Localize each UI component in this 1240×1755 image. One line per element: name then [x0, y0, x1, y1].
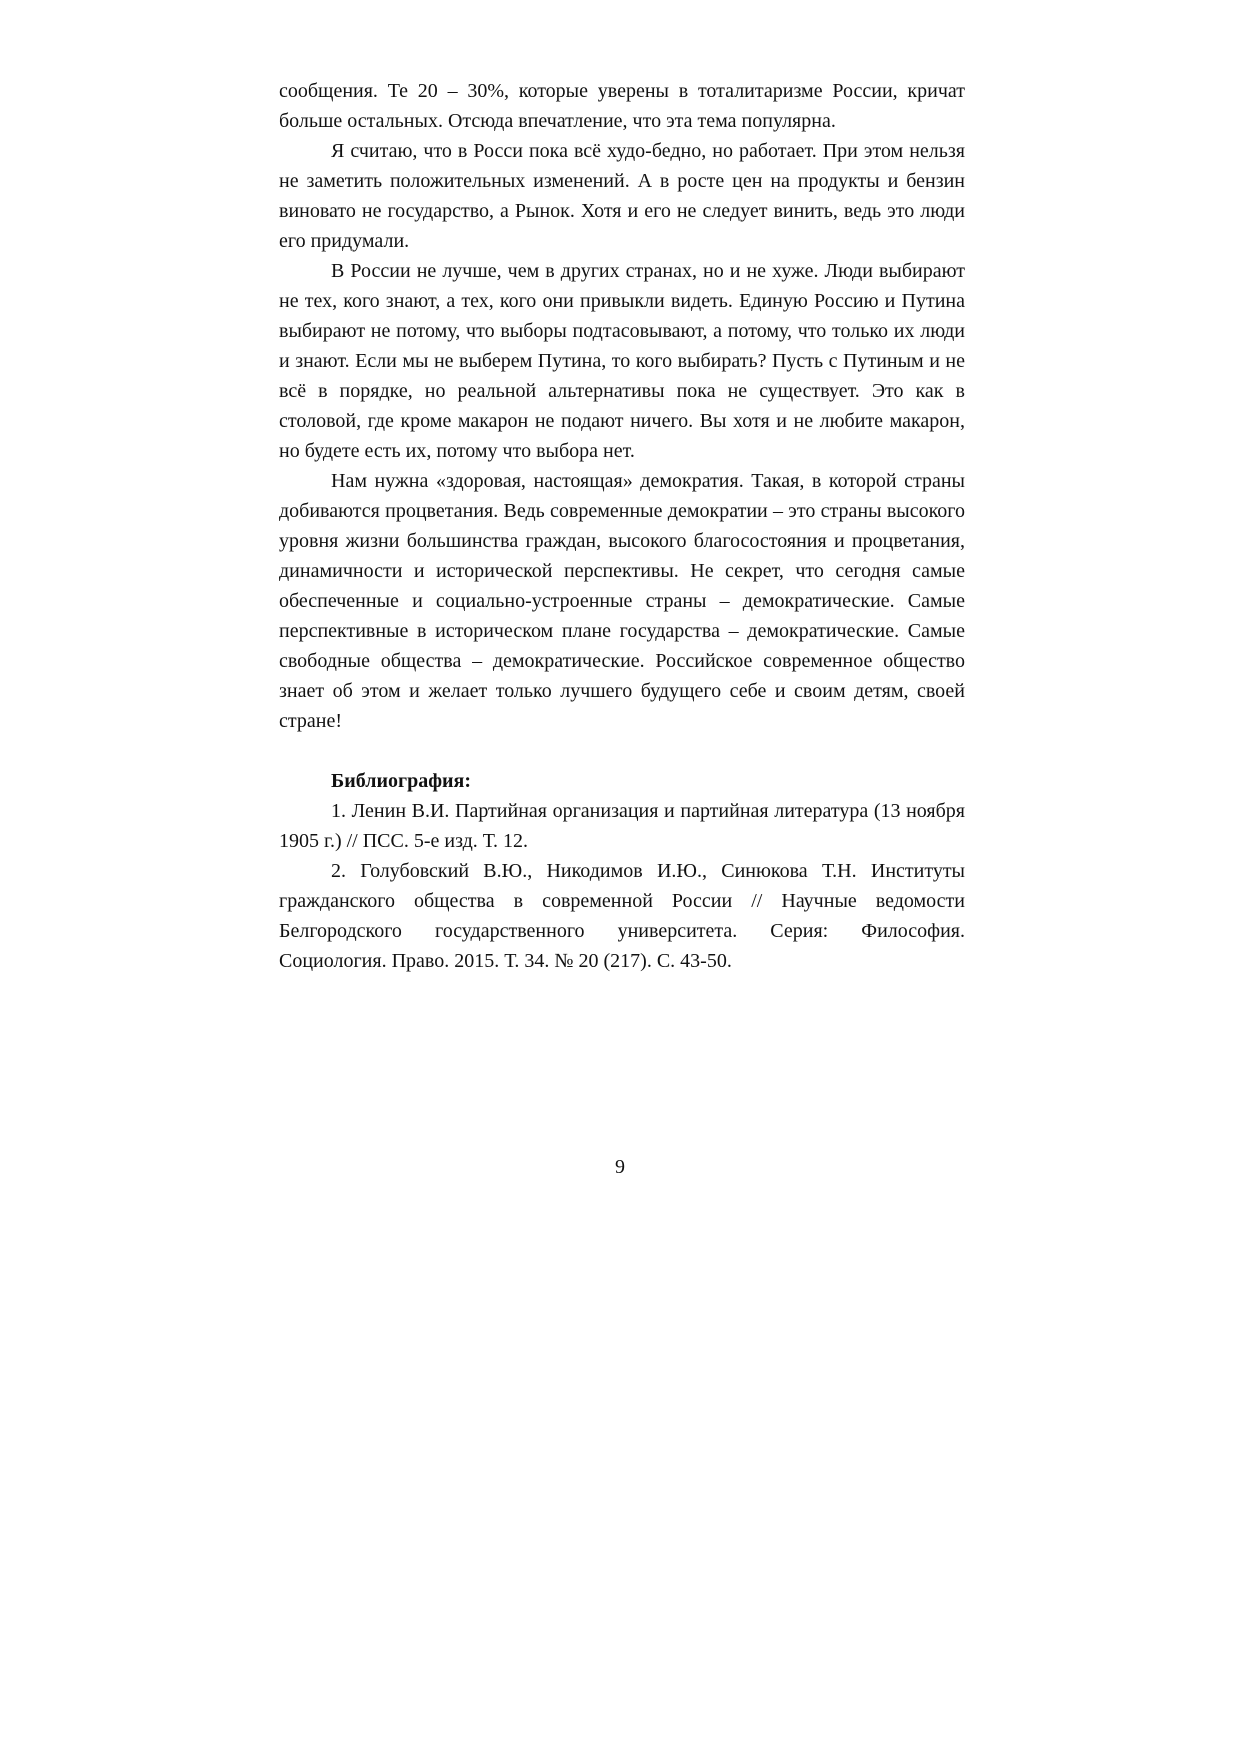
bibliography-item: 1. Ленин В.И. Партийная организация и партийная литература (13 ноября 1905 г.) // ПСС. 5-е изд. Т. 12. — [279, 800, 965, 852]
paragraph: сообщения. Те 20 – 30%, которые уверены в тоталитаризме России, кричат больше остальных. Отсюда впечатление, что эта тема популярна. — [279, 80, 965, 132]
paragraph: В России не лучше, чем в других странах, но и не хуже. Люди выбирают не тех, кого знают, а тех, кого они привыкли видеть. Единую Россию и Путина выбирают не потому, что выборы подтасовывают, а потому, что только их люди и знают. Если мы не выберем Путина, то кого выбирать? Пусть с Путиным и не всё в порядке, но реальной альтернативы пока не существует. Это как в столовой, где кроме макарон не подают ничего. Вы хотя и не любите макарон, но будете есть их, потому что выбора нет. — [279, 260, 965, 462]
body-text — [279, 76, 965, 976]
paragraph: Я считаю, что в Росси пока всё худо-бедно, но работает. При этом нельзя не заметить положительных изменений. А в росте цен на продукты и бензин виновато не государство, а Рынок. Хотя и его не следует винить, ведь это люди его придумали. — [279, 140, 965, 252]
bibliography-item: 2. Голубовский В.Ю., Никодимов И.Ю., Синюкова Т.Н. Институты гражданского общества в современной России // Научные ведомости Белгородского государственного университета. Серия: Философия. Социология. Право. 2015. Т. 34. № 20 (217). С. 43-50. — [279, 860, 965, 972]
bibliography-list — [279, 796, 965, 976]
paragraph: Нам нужна «здоровая, настоящая» демократия. Такая, в которой страны добиваются процветания. Ведь современные демократии – это страны высокого уровня жизни большинства граждан, высокого благосостояния и процветания, динамичности и исторической перспективы. Не секрет, что сегодня самые обеспеченные и социально-устроенные страны – демократические. Самые перспективные в историческом плане государства – демократические. Самые свободные общества – демократические. Российское современное общество знает об этом и желает только лучшего будущего себе и своим детям, своей стране! — [279, 470, 965, 732]
bibliography-heading: Библиография: — [331, 770, 472, 792]
page-number: 9 — [615, 1156, 625, 1178]
